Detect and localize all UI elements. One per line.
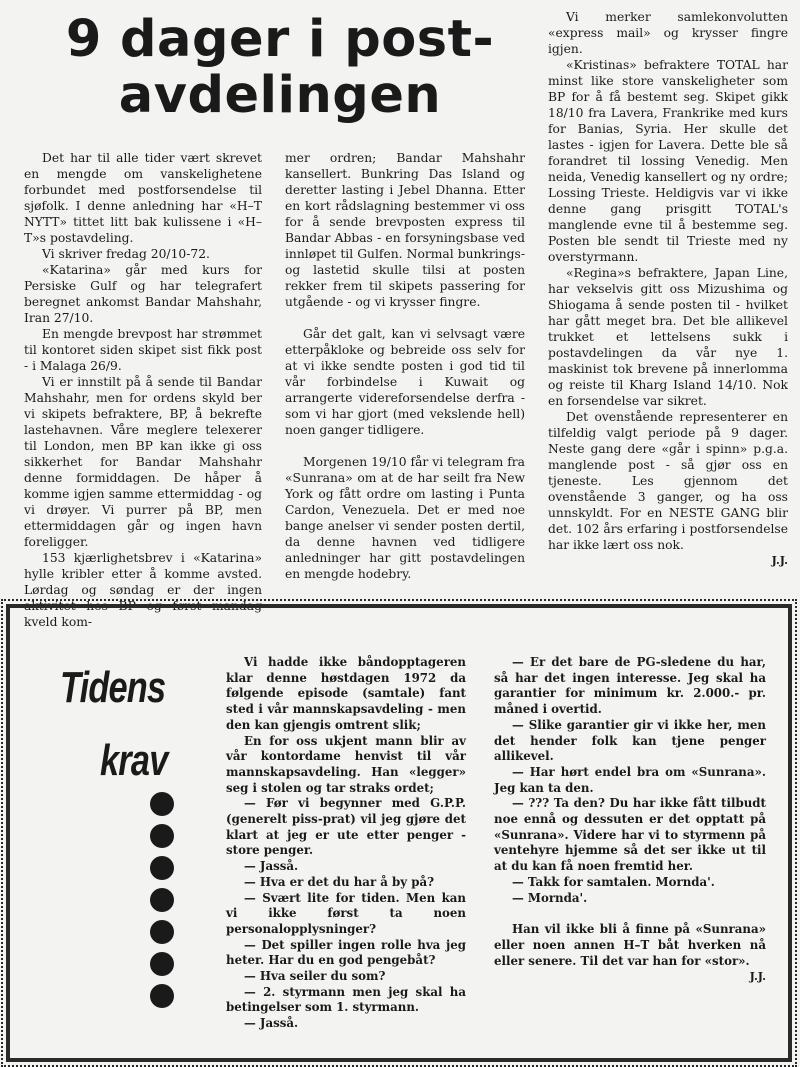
article-column-3 xyxy=(548,9,788,569)
paragraph: Det ovenstående representerer en tilfeldig valgt periode på 9 dager. Neste gang dere «går i spinn» p.g.a. manglende post - så gjør oss en tjeneste. Les gjennom det ovenstående 3 ganger, og ha oss unnskyldt. For en NESTE GANG blir det. 102 års erfaring i postforsendelse har ikke lært oss nok. xyxy=(548,410,788,552)
paragraph: — Er det bare de PG-sledene du har, så har det ingen interesse. Jeg skal ha garantier for minimum kr. 2.000.- pr. måned i overtid. xyxy=(494,655,766,717)
paragraph: «Katarina» går med kurs for Persiske Gulf og har telegrafert beregnet ankomst Bandar Mahshahr, Iran 27/10. xyxy=(24,263,262,325)
dot-icon xyxy=(150,952,174,976)
paragraph: — Jasså. xyxy=(244,859,299,874)
paragraph: — Det spiller ingen rolle hva jeg heter. Har du en god pengebåt? xyxy=(226,937,466,968)
paragraph: — Hva er det du har å by på? xyxy=(244,874,435,889)
article-signature: J.J. xyxy=(771,554,788,567)
paragraph: — Mornda'. xyxy=(512,890,588,905)
paragraph: — Har hørt endel bra om «Sunrana». Jeg kan ta den. xyxy=(494,764,766,795)
paragraph: mer ordren; Bandar Mahshahr kansellert. Bunkring Das Island og deretter lasting i Jebel Dhanna. Etter en kort rådslagning bestemmer vi oss for å sende brevposten express til Bandar Abbas - en forsyningsbase ved innløpet til Gulfen. Normal bunkrings- og lastetid skulle tilsi at posten rekker frem til skipets passering for utgående - og vi krysser fingre. xyxy=(285,151,525,309)
dot-icon xyxy=(150,920,174,944)
dot-icon xyxy=(150,888,174,912)
decorative-dots xyxy=(150,792,176,1016)
paragraph: Vi merker samlekonvolutten «express mail» og krysser fingre igjen. xyxy=(548,10,788,56)
paragraph: Vi er innstilt på å sende til Bandar Mahshahr, men for ordens skyld ber vi skipets befraktere, BP, å bekrefte lastehavnen. Våre meglere telexerer til London, men BP kan ikke gi oss sikkerhet for Bandar Mahshahr denne formiddagen. De håper å komme igjen samme ettermiddag - og vi drøyer. Vi purrer på BP, men ettermiddagen går og ingen havn foreligger. xyxy=(24,375,262,549)
paragraph: Morgenen 19/10 får vi telegram fra «Sunrana» om at de har seilt fra New York og fått ordre om lasting i Punta Cardon, Venezuela. Det er med noe bange anelser vi sender posten dertil, da denne havnen ved tidligere anledninger har gitt postavdelingen en mengde hodebry. xyxy=(285,455,525,581)
paragraph: — Takk for samtalen. Mornda'. xyxy=(512,874,715,889)
paragraph: 153 kjærlighetsbrev i «Katarina» hylle kribler etter å komme avsted. Lørdag og søndag er der ingen aktivitet hos BP og først mandag kveld kom- xyxy=(24,551,262,629)
title-line-2: avdelingen xyxy=(118,66,442,125)
article-title xyxy=(45,12,515,124)
paragraph: En mengde brevpost har strømmet til kontoret siden skipet sist fikk post - i Malaga 26/9. xyxy=(24,327,262,373)
paragraph: Det har til alle tider vært skrevet en mengde om vanskelighetene forbundet med postforsendelse til sjøfolk. I denne anledning har «H–T NYTT» tittet litt bak kulissene i «H–T»s postavdeling. xyxy=(24,151,262,245)
title-line-1: 9 dager i post- xyxy=(65,10,495,69)
paragraph: — ??? Ta den? Du har ikke fått tilbudt noe ennå og dessuten er det opptatt på «Sunrana». Videre har vi to styrmenn på ventehyre hjemme så det ser ikke ut til at du kan få noen fremtid her. xyxy=(494,796,766,874)
paragraph: — 2. styrmann men jeg skal ha betingelser som 1. styrmann. xyxy=(226,984,466,1015)
paragraph: Vi hadde ikke båndopptageren klar denne høstdagen 1972 da følgende episode (samtale) fant sted i vår mannskapsavdeling - men den kan gjengis omtrent slik; xyxy=(226,655,466,732)
paragraph: Vi skriver fredag 20/10-72. xyxy=(42,247,210,261)
paragraph: «Regina»s befraktere, Japan Line, har vekselvis gitt oss Mizushima og Shiogama å sende posten til - hvilket har gått meget bra. Det ble allikevel trukket et lettelsens sukk i postavdelingen da vår nye 1. maskinist tok brevene på innerlomma og reiste til Kharg Island 14/10. Nok en forsendelse var sikret. xyxy=(548,266,788,408)
paragraph: En for oss ukjent mann blir av vår kontordame henvist til vår mannskapsavdeling. Han «legger» seg i stolen og tar straks ordet; xyxy=(226,733,466,795)
paragraph: — Svært lite for tiden. Men kan vi ikke først ta noen personalopplysninger? xyxy=(226,890,466,936)
dot-icon xyxy=(150,984,174,1008)
dot-icon xyxy=(150,824,174,848)
paragraph: — Før vi begynner med G.P.P. (generelt piss-prat) vil jeg gjøre det klart at jeg er ute etter penger - store penger. xyxy=(226,796,466,858)
paragraph: Han vil ikke bli å finne på «Sunrana» eller noen annen H–T båt hverken nå eller senere. Til det var han for «stor». xyxy=(494,922,766,968)
paragraph: — Hva seiler du som? xyxy=(244,969,386,984)
box-column-1 xyxy=(226,655,466,1032)
box-column-2 xyxy=(494,655,766,985)
dot-icon xyxy=(150,856,174,880)
paragraph: «Kristinas» befraktere TOTAL har minst like store vanskeligheter som BP for å få bestemt seg. Skipet gikk 18/10 fra Lavera, Frankrike med kurs for Banias, Syria. Her skulle det lastes - igjen for Lavera. Dette ble så forandret til lossing Venedig. Men neida, Venedig kansellert og ny ordre; Lossing Trieste. Heldigvis var vi ikke denne gang prisgitt TOTAL's manglende evne til å bestemme seg. Posten ble sendt til Trieste med ny overstyrmann. xyxy=(548,58,788,264)
box-signature: J.J. xyxy=(749,970,766,984)
dot-icon xyxy=(150,792,174,816)
box-heading-line-2: krav xyxy=(100,736,168,785)
box-heading-line-1: Tidens xyxy=(60,663,166,712)
paragraph: — Slike garantier gir vi ikke her, men det hender folk kan tjene penger allikevel. xyxy=(494,717,766,764)
article-column-1 xyxy=(24,150,262,630)
article-column-2 xyxy=(285,150,525,582)
paragraph: Går det galt, kan vi selvsagt være etterpåkloke og bebreide oss selv for at vi ikke sendte posten i god tid til vår forbindelse i Kuwait og arrangerte videreforsendelse derfra - som vi har gjort (med vekslende hell) noen ganger tidligere. xyxy=(285,327,525,437)
paragraph: — Jasså. xyxy=(244,1016,299,1031)
